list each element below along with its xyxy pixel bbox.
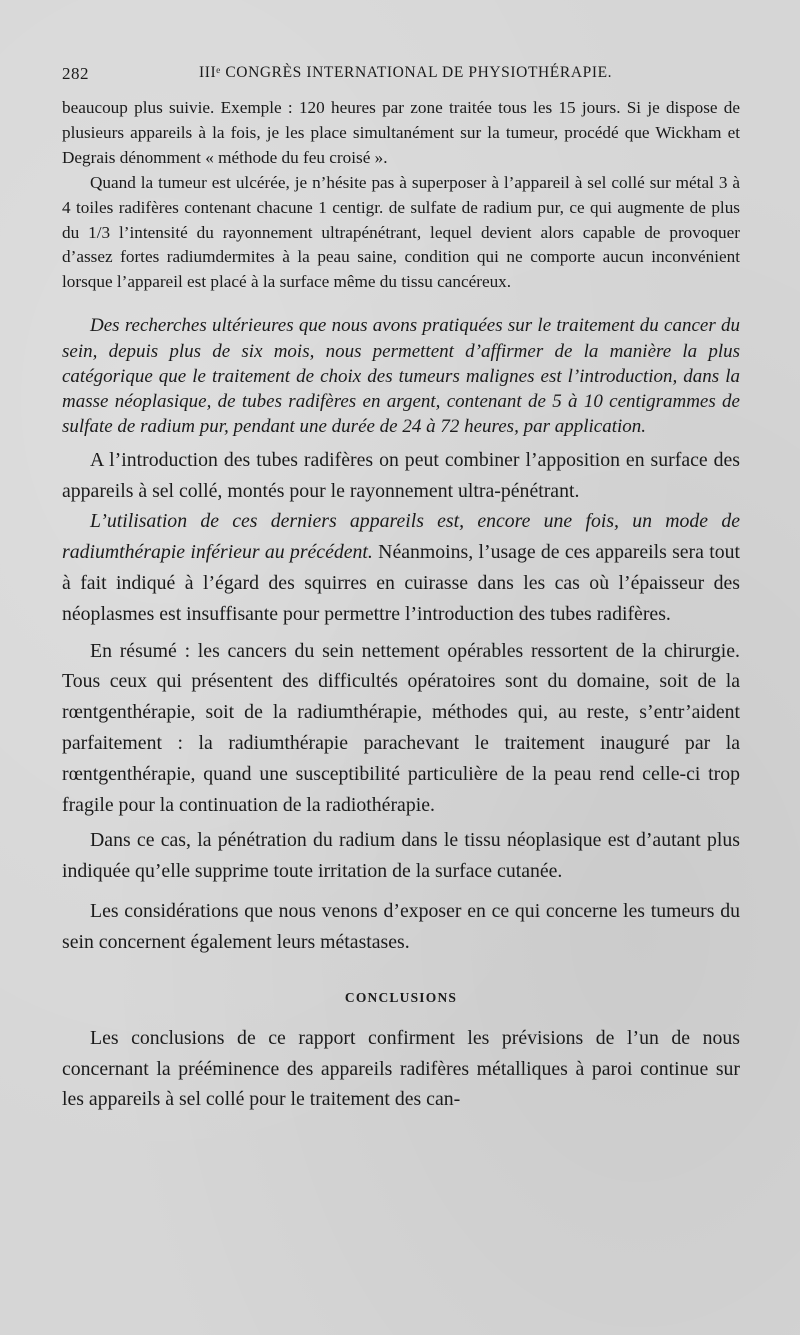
paragraph-research-findings <box>62 313 740 439</box>
paragraph-text: Néanmoins, l’usage de ces appareils sera tout à fait indiqué à l’égard des squirres en cuirasse dans les cas où l’épaisseur des néoplasmes est insuffisante pour permettre l’introduction des tubes radifères. <box>62 541 740 625</box>
italic-text: L’utilisation de ces derniers appareils est, encore une fois, un mode de radiumthérapie inférieur au précédent. <box>62 510 740 564</box>
section-heading: CONCLUSIONS <box>344 990 458 1006</box>
paragraph-metastases: Les considérations que nous venons d’exposer en ce qui concerne les tumeurs du sein concernent également leurs métastases. <box>62 899 740 953</box>
paragraph-utilisation <box>62 506 740 629</box>
paragraph-continuation: beaucoup plus suivie. Exemple : 120 heures par zone traitée tous les 15 jours. Si je dispose de plusieurs appareils à la fois, je les place simultanément sur la tumeur, procédé que Wickham et Degrais dénomment « méthode du feu croisé ». <box>62 98 740 167</box>
paragraph-ulcerated-tumor: Quand la tumeur est ulcérée, je n’hésite pas à superposer à l’appareil à sel collé sur métal 3 à 4 toiles radifères contenant chacune 1 centigr. de sulfate de radium pur, ce qui augmente de plus du 1/3 l’intensité du rayonnement ultrapénétrant, lequel devient alors capable de provoquer d’assez fortes radiumdermites à la peau saine, condition qui ne comporte aucun inconvénient lorsque l’appareil est placé à la surface même du tissu cancéreux. <box>62 172 740 292</box>
page-body <box>62 96 740 1115</box>
page-header <box>62 64 742 86</box>
paragraph-penetration: Dans ce cas, la pénétration du radium dans le tissu néoplasique est d’autant plus indiquée qu’elle supprime toute irritation de la surface cutanée. <box>62 829 740 883</box>
running-head: IIIᵉ CONGRÈS INTERNATIONAL DE PHYSIOTHÉRAPIE. <box>199 64 613 81</box>
italic-text: Des recherches ultérieures que nous avons pratiquées sur le traitement du cancer du sein, depuis plus de six mois, nous permettent d’affirmer de la manière la plus catégorique que le traitement de choix des tumeurs malignes est l’introduction, dans la masse néoplasique, de tubes radifères en argent, contenant de 5 à 10 centigrammes de sulfate de radium pur, pendant une durée de 24 à 72 heures, par application. <box>62 315 740 438</box>
paragraph-summary: En résumé : les cancers du sein nettement opérables ressortent de la chirurgie. Tous ceux qui présentent des difficultés opératoires sont du domaine, soit de la rœntgenthérapie, soit de la radiumthérapie, méthodes qui, au reste, s’entr’aident parfaitement : la radiumthérapie parachevant le traitement inauguré par la rœntgenthérapie, quand une susceptibilité particulière de la peau rend celle-ci trop fragile pour la continuation de la radiothérapie. <box>62 639 740 816</box>
paragraph-conclusions: Les conclusions de ce rapport confirment les prévisions de l’un de nous concernant la prééminence des appareils radifères métalliques à paroi continue sur les appareils à sel collé pour le traitement des can- <box>62 1027 740 1111</box>
paragraph-tube-introduction: A l’introduction des tubes radifères on peut combiner l’apposition en surface des appareils à sel collé, montés pour le rayonnement ultra-pénétrant. <box>62 448 740 502</box>
page-number: 282 <box>62 64 89 83</box>
